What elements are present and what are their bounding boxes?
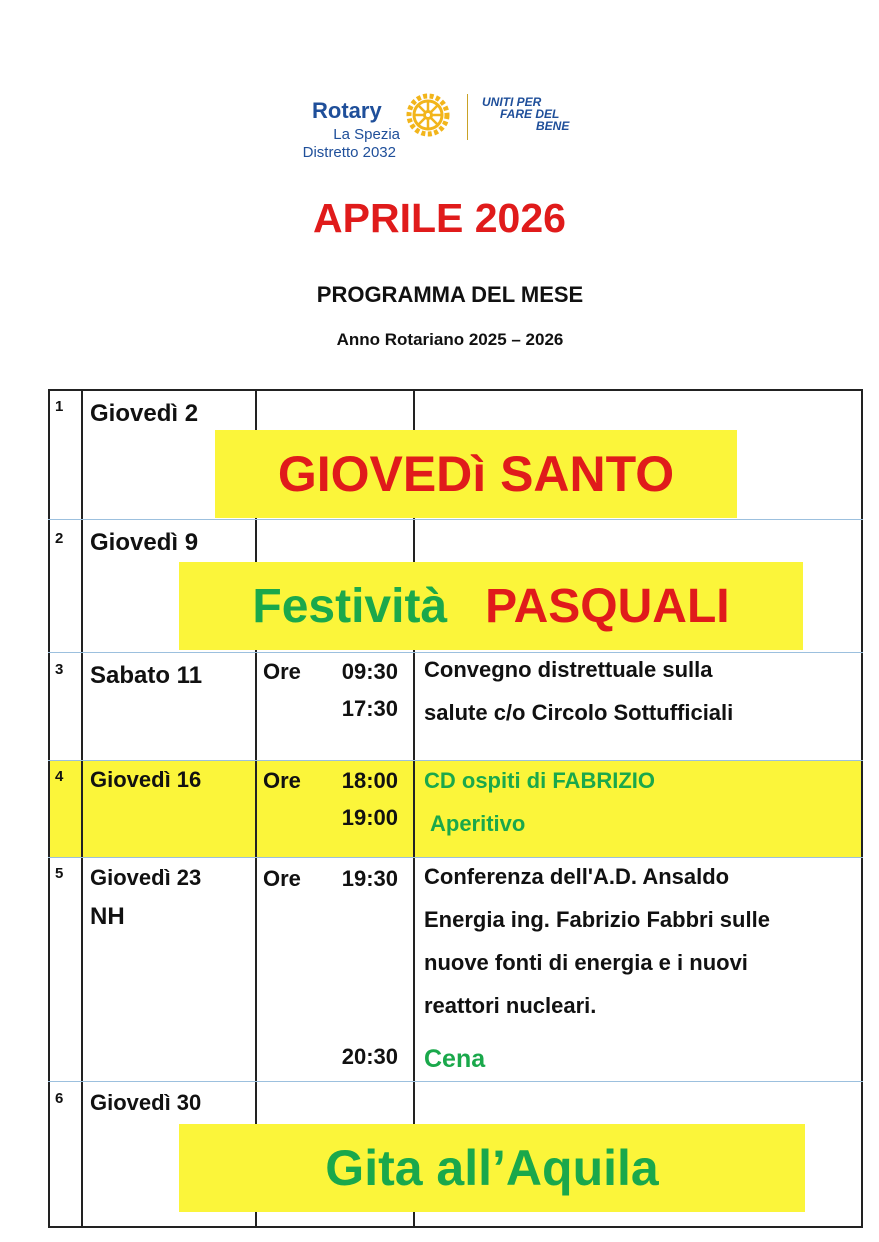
row-ore-label: Ore bbox=[263, 768, 301, 793]
row-dinner-label: Cena bbox=[424, 1045, 486, 1073]
row-day: Giovedì 2 bbox=[90, 400, 199, 427]
row-time-start: 18:00 bbox=[341, 768, 398, 793]
row-divider-1 bbox=[48, 519, 863, 520]
row-number: 1 bbox=[55, 398, 64, 415]
row-ore-label: Ore bbox=[263, 659, 301, 684]
table-border-left bbox=[48, 389, 50, 1228]
row-description bbox=[424, 759, 655, 845]
logo-separator bbox=[467, 94, 468, 140]
description-line: Convegno distrettuale sulla bbox=[424, 657, 713, 682]
logo-district-text: Distretto 2032 bbox=[302, 144, 396, 161]
row-description bbox=[424, 855, 770, 1027]
description-line: salute c/o Circolo Sottufficiali bbox=[424, 700, 734, 725]
table-col-divider-1 bbox=[81, 389, 83, 1228]
program-title: PROGRAMMA DEL MESE bbox=[316, 282, 584, 307]
row-day: Giovedì 23 bbox=[90, 865, 202, 890]
description-line: Conferenza dell'A.D. Ansaldo bbox=[424, 864, 730, 889]
banner-part-pasquali: PASQUALI bbox=[485, 579, 730, 633]
row-number: 3 bbox=[55, 661, 64, 678]
row-time-start: 19:30 bbox=[341, 866, 398, 891]
description-line: Energia ing. Fabrizio Fabbri sulle bbox=[424, 907, 770, 932]
logo-motto bbox=[480, 96, 569, 132]
logo-club-text: La Spezia bbox=[333, 126, 400, 143]
logo-rotary-text: Rotary bbox=[312, 98, 382, 123]
row-day: Sabato 11 bbox=[90, 662, 203, 689]
rotary-year: Anno Rotariano 2025 – 2026 bbox=[336, 330, 564, 349]
description-line: reattori nucleari. bbox=[424, 993, 597, 1018]
row-number: 4 bbox=[55, 768, 64, 785]
row-number: 6 bbox=[55, 1090, 64, 1107]
motto-line-2: FARE DEL bbox=[500, 107, 560, 121]
motto-line-3: BENE bbox=[536, 119, 570, 133]
row-time-end: 19:00 bbox=[341, 805, 398, 830]
banner-giovedi-santo: GIOVEDì SANTO bbox=[215, 430, 737, 518]
row-number: 2 bbox=[55, 530, 64, 547]
month-title: APRILE 2026 bbox=[313, 195, 566, 241]
row-divider-5 bbox=[48, 1081, 863, 1082]
row-time-end: 20:30 bbox=[341, 1044, 398, 1069]
row-description bbox=[424, 648, 733, 734]
rotary-wheel-icon bbox=[400, 92, 456, 138]
description-line: nuove fonti di energia e i nuovi bbox=[424, 950, 748, 975]
table-border-right bbox=[861, 389, 863, 1228]
table-border-top bbox=[48, 389, 863, 391]
description-line: Aperitivo bbox=[430, 811, 526, 836]
description-line: CD ospiti di FABRIZIO bbox=[424, 768, 655, 793]
row-day: Giovedì 30 bbox=[90, 1090, 202, 1115]
table-border-bottom bbox=[48, 1226, 863, 1228]
row-number: 5 bbox=[55, 865, 64, 882]
row-day: Giovedì 9 bbox=[90, 529, 199, 556]
row-time-end: 17:30 bbox=[341, 696, 398, 721]
row-time-start: 09:30 bbox=[341, 659, 398, 684]
banner-festivita-pasquali bbox=[179, 562, 803, 650]
banner-gita-aquila: Gita all’Aquila bbox=[179, 1124, 805, 1212]
row-ore-label: Ore bbox=[263, 866, 301, 891]
row-day: Giovedì 16 bbox=[90, 767, 202, 792]
row-day-venue: NH bbox=[90, 903, 125, 930]
banner-part-festivita: Festività bbox=[252, 579, 448, 633]
motto-line-1: UNITI PER bbox=[482, 95, 542, 109]
